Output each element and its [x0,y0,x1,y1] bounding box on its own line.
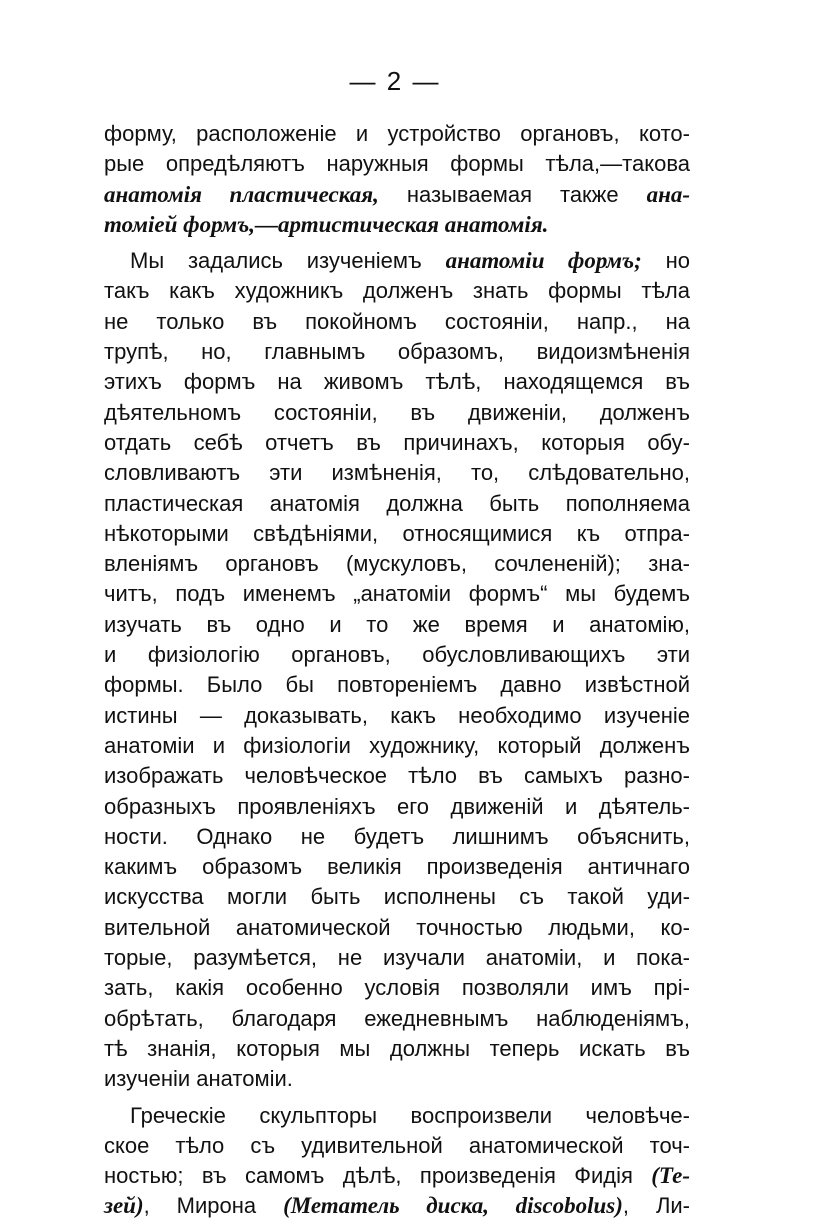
text-line: нѣкоторыми свѣдѣніями, относящимися къ отпра- [104,520,690,546]
text-fragment: , Ли- [622,1193,690,1219]
text-fragment: но [641,248,691,274]
italic-term: (Метатель диска, discobolus) [283,1193,623,1219]
text-line: ности. Однако не будетъ лишнимъ объяснить, [104,823,690,849]
text-line: такъ какъ художникъ долженъ знать формы тѣла [104,278,690,304]
text-line: изученіи анатоміи. [104,1066,293,1092]
text-line: изображать человѣческое тѣло въ самыхъ разно- [104,763,690,789]
text-line: вительной анатомической точностью людьми, ко- [104,914,690,940]
page-number: — 2 — [349,66,441,96]
text-line: Греческіе скульпторы воспроизвели человѣче- [130,1102,690,1128]
text-line: не только въ покойномъ состояніи, напр., на [104,308,690,334]
text-line: образныхъ проявленіяхъ его движеній и дѣятель- [104,793,690,819]
text-line: зать, какія особенно условія позволяли имъ прі- [104,975,690,1001]
text-line: трупѣ, но, главнымъ образомъ, видоизмѣненія [104,339,690,365]
text-line: этихъ формъ на живомъ тѣлѣ, находящемся въ [104,369,690,395]
text-line: и физіологію органовъ, обусловливающихъ эти [104,642,690,668]
italic-term: зей) [104,1193,144,1219]
text-line: рые опредѣляютъ наружныя формы тѣла,—такова [104,151,690,177]
text-fragment: ностью; въ самомъ дѣлѣ, произведенія Фидія [104,1163,652,1189]
text-line: словливаютъ эти измѣненія, то, слѣдовательно, [104,460,690,486]
text-line: искусства могли быть исполнены съ такой уди- [104,884,690,910]
text-line: пластическая анатомія должна быть пополняема [104,490,690,516]
text-line [104,210,690,240]
text-line [104,1161,690,1191]
text-fragment: , Мирона [143,1193,284,1219]
text-line: форму, расположеніе и устройство органовъ, кото- [104,121,690,146]
text-line: изучать въ одно и то же время и анатомію, [104,611,690,637]
text-line: какимъ образомъ великія произведенія античнаго [104,854,690,880]
text-line: читъ, подъ именемъ „анатоміи формъ“ мы будемъ [104,581,690,607]
text-line: тѣ знанія, которыя мы должны теперь искать въ [104,1035,690,1061]
body-text [104,119,690,1222]
text-line: отдать себѣ отчетъ въ причинахъ, которыя обу- [104,429,690,455]
text-line: обрѣтать, благодаря ежедневнымъ наблюденіямъ, [104,1005,690,1031]
text-line [104,246,690,276]
text-line: вленіямъ органовъ (мускуловъ, сочлененій); зна- [104,551,690,577]
text-line [104,180,690,210]
italic-term: анатомія пластическая, [104,181,379,207]
text-line: ское тѣло съ удивительной анатомической точ- [104,1132,690,1158]
text-line: формы. Было бы повтореніемъ давно извѣстной [104,672,690,698]
italic-term: томіей формъ,—артистическая анатомія. [104,211,549,237]
italic-term: ана- [646,181,690,207]
text-line: истины — доказывать, какъ необходимо изученіе [104,702,690,728]
italic-term: анатоміи формъ; [445,248,642,274]
text-line: дѣятельномъ состояніи, въ движеніи, долженъ [104,399,690,425]
text-line [104,1191,690,1221]
text-fragment: Мы задались изученіемъ [130,248,446,274]
text-line: анатоміи и физіологіи художнику, который долженъ [104,732,690,758]
text-fragment: называемая также [378,181,647,207]
text-line: торые, разумѣется, не изучали анатоміи, и пока- [104,945,690,971]
italic-term: (Те- [651,1163,690,1189]
